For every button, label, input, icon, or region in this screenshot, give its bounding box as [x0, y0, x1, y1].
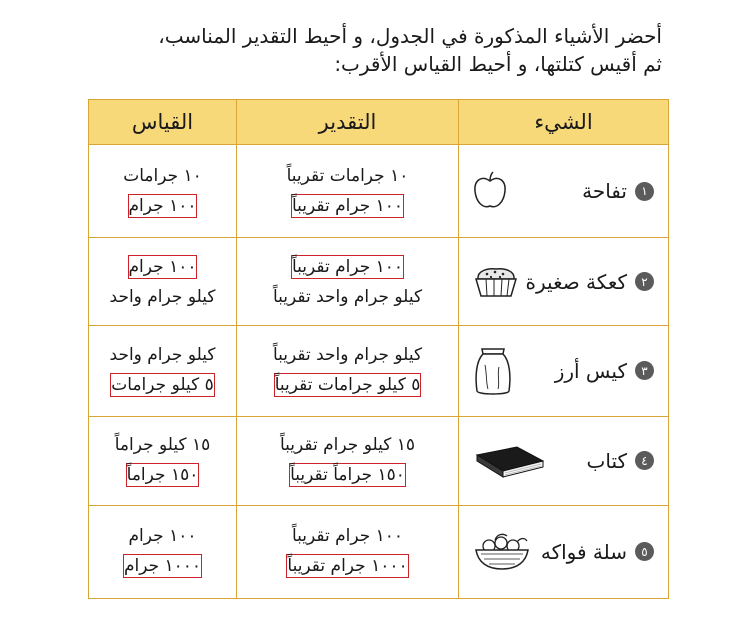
- estimate-option[interactable]: ١٥ كيلو جرام تقريباً: [280, 435, 415, 456]
- measure-cell: [89, 416, 237, 505]
- object-cell: [459, 416, 669, 505]
- header-object: الشيء: [459, 100, 669, 145]
- estimate-option[interactable]: ١٠٠ جرام تقريباً: [291, 526, 404, 547]
- estimate-cell: [237, 416, 459, 505]
- table-row: [89, 145, 669, 238]
- estimate-option-circled[interactable]: ٥ كيلو جرامات تقريباً: [274, 375, 421, 396]
- measure-cell: [89, 145, 237, 238]
- header-estimate: التقدير: [237, 100, 459, 145]
- measure-option-circled[interactable]: ١٠٠ جرام: [128, 257, 197, 278]
- estimate-option-circled[interactable]: ١٠٠٠ جرام تقريباً: [287, 556, 408, 577]
- estimate-option[interactable]: كيلو جرام واحد تقريباً: [272, 287, 423, 308]
- table-row: [89, 416, 669, 505]
- object-label: تفاحة: [582, 179, 627, 204]
- instructions: [42, 22, 662, 78]
- object-label: سلة فواكه: [540, 539, 627, 564]
- estimate-option-circled[interactable]: ١٥٠ جراماً تقريباً: [290, 465, 405, 486]
- item-number-badge: ٣: [635, 361, 654, 380]
- measure-cell: [89, 238, 237, 326]
- table-row: [89, 326, 669, 416]
- header-measure: القياس: [89, 100, 237, 145]
- object-cell: [459, 145, 669, 238]
- measure-cell: [89, 326, 237, 416]
- instruction-line-2: ثم أقيس كتلتها، و أحيط القياس الأقرب:: [334, 52, 662, 76]
- object-label: كيس أرز: [554, 358, 627, 383]
- estimate-option[interactable]: كيلو جرام واحد تقريباً: [272, 345, 423, 366]
- measure-option[interactable]: ١٥ كيلو جراماً: [114, 435, 211, 456]
- object-cell: [459, 326, 669, 416]
- estimate-cell: [237, 505, 459, 598]
- measure-option-circled[interactable]: ١٠٠٠ جرام: [123, 556, 202, 577]
- item-number-badge: ٢: [635, 272, 654, 291]
- table-row: [89, 238, 669, 326]
- measure-option-circled[interactable]: ٥ كيلو جرامات: [111, 375, 214, 396]
- estimate-cell: [237, 326, 459, 416]
- object-cell: [459, 238, 669, 326]
- instruction-line-1: أحضر الأشياء المذكورة في الجدول، و أحيط التقدير المناسب،: [158, 24, 662, 48]
- measure-cell: [89, 505, 237, 598]
- fruit-basket-icon: [473, 532, 531, 572]
- book-icon: [473, 443, 545, 479]
- estimate-cell: [237, 238, 459, 326]
- estimate-option-circled[interactable]: ١٠٠ جرام تقريباً: [291, 257, 404, 278]
- measure-option-circled[interactable]: ١٠٠ جرام: [128, 195, 197, 216]
- item-number-badge: ١: [635, 182, 654, 201]
- object-label: كعكة صغيرة: [525, 269, 627, 294]
- item-number-badge: ٥: [635, 542, 654, 561]
- measure-option-circled[interactable]: ١٥٠ جراماً: [126, 465, 199, 486]
- measure-option[interactable]: كيلو جرام واحد: [109, 345, 216, 366]
- table-row: [89, 505, 669, 598]
- estimate-option-circled[interactable]: ١٠٠ جرام تقريباً: [291, 195, 404, 216]
- mass-estimation-table: [88, 99, 669, 599]
- cupcake-icon: [473, 265, 519, 299]
- rice-bag-icon: [473, 345, 513, 397]
- item-number-badge: ٤: [635, 451, 654, 470]
- object-cell: [459, 505, 669, 598]
- estimate-option[interactable]: ١٠ جرامات تقريباً: [286, 165, 409, 186]
- measure-option[interactable]: ١٠ جرامات: [123, 165, 202, 186]
- measure-option[interactable]: كيلو جرام واحد: [109, 287, 216, 308]
- apple-icon: [473, 171, 507, 211]
- object-label: كتاب: [586, 448, 627, 473]
- header-row: [89, 100, 669, 145]
- estimate-cell: [237, 145, 459, 238]
- measure-option[interactable]: ١٠٠ جرام: [128, 526, 197, 547]
